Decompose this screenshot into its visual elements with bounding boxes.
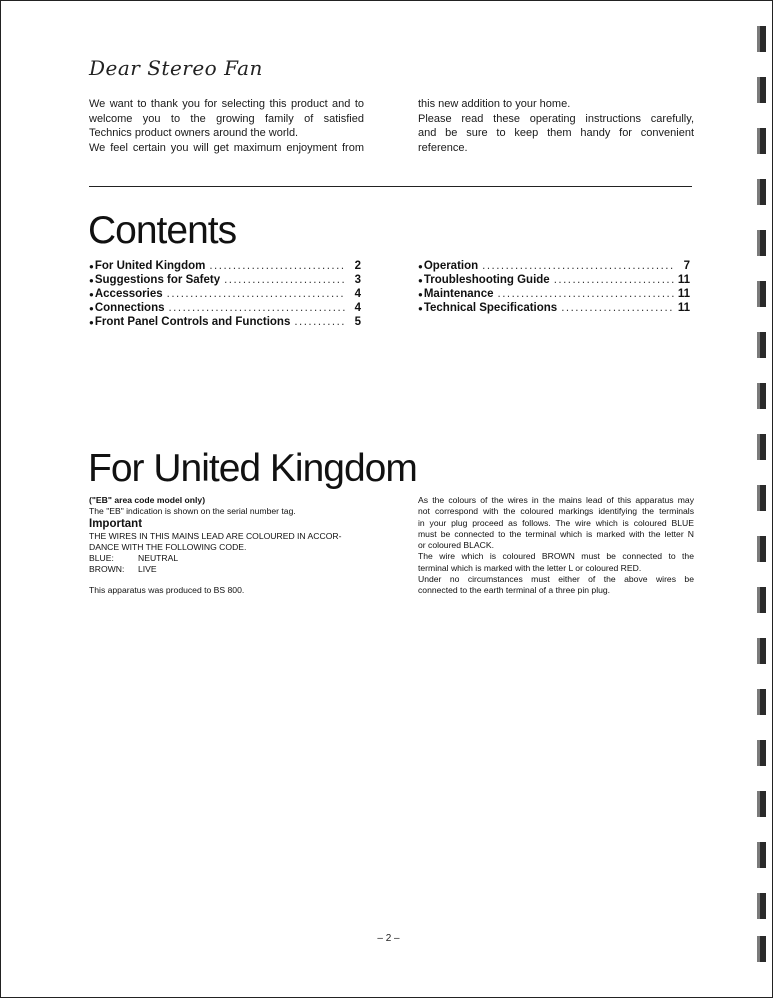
intro-line: this new addition to your home. xyxy=(418,98,571,110)
toc-label: Suggestions for Safety xyxy=(94,274,221,286)
toc-page: 7 xyxy=(683,260,690,272)
toc-label: Operation xyxy=(423,260,479,272)
wiring-instruction-line: terminal which is marked with the letter L or coloured RED. xyxy=(418,562,642,573)
wire-code-value: NEUTRAL xyxy=(138,553,179,564)
toc-page: 11 xyxy=(677,274,690,286)
wire-code-row xyxy=(89,553,364,564)
toc-leader xyxy=(224,273,345,287)
uk-left-column xyxy=(89,495,364,596)
binding-edge-tabs xyxy=(752,26,766,966)
binding-tab xyxy=(757,230,766,256)
binding-tab xyxy=(757,893,766,919)
toc-entry[interactable] xyxy=(418,273,690,287)
toc-entry[interactable] xyxy=(89,315,361,329)
toc-label: Technical Specifications xyxy=(423,302,558,314)
intro-line: Technics product owners around the world. xyxy=(89,127,299,139)
binding-tab xyxy=(757,77,766,103)
wiring-instruction-line: must be connected to the terminal which is marked with the letter N xyxy=(418,528,694,539)
toc-label: For United Kingdom xyxy=(94,260,206,272)
intro-line: Please read these operating instructions carefully, xyxy=(418,112,694,125)
page-number: – 2 – xyxy=(377,933,400,944)
binding-tab xyxy=(757,383,766,409)
toc-page: 11 xyxy=(677,288,690,300)
wires-notice-line: DANCE WITH THE FOLLOWING CODE. xyxy=(89,541,247,552)
binding-tab xyxy=(757,536,766,562)
bullet-icon: ● xyxy=(418,290,423,299)
bullet-icon: ● xyxy=(89,304,94,313)
binding-tab xyxy=(757,179,766,205)
wire-code-row xyxy=(89,564,364,575)
toc-leader xyxy=(167,287,345,301)
toc-entry[interactable] xyxy=(89,287,361,301)
serial-tag-note: The "EB" indication is shown on the serial number tag. xyxy=(89,506,296,517)
toc-page: 4 xyxy=(354,288,361,300)
wiring-instruction-line: or coloured BLACK. xyxy=(418,540,494,551)
bullet-icon: ● xyxy=(89,276,94,285)
intro-line: We want to thank you for selecting this product and to xyxy=(89,98,364,110)
bullet-icon: ● xyxy=(418,276,423,285)
wiring-instruction-line: in your plug proceed as follows. The wire which is coloured BLUE xyxy=(418,517,694,528)
toc-label: Maintenance xyxy=(423,288,494,300)
toc-leader xyxy=(294,315,345,329)
toc-leader xyxy=(168,301,345,315)
intro-right-column xyxy=(418,97,694,155)
toc-entry[interactable] xyxy=(89,301,361,315)
wiring-instruction-line: The wire which is coloured BROWN must be connected to the xyxy=(418,551,694,562)
wiring-instruction-line: not correspond with the coloured markings identifying the terminals xyxy=(418,506,694,517)
contents-list-left xyxy=(89,259,361,329)
contents-list-right xyxy=(418,259,690,315)
binding-tab xyxy=(757,332,766,358)
binding-tab xyxy=(757,638,766,664)
toc-entry[interactable] xyxy=(89,273,361,287)
toc-page: 2 xyxy=(354,260,361,272)
intro-left-column xyxy=(89,97,364,155)
binding-tab xyxy=(757,26,766,52)
toc-leader xyxy=(482,259,674,273)
standard-note: This apparatus was produced to BS 800. xyxy=(89,584,245,595)
wire-code-key: BLUE: xyxy=(89,553,114,564)
binding-tab xyxy=(757,689,766,715)
binding-tab xyxy=(757,587,766,613)
toc-label: Connections xyxy=(94,302,165,314)
bullet-icon: ● xyxy=(89,290,94,299)
toc-page: 3 xyxy=(354,274,361,286)
toc-entry[interactable] xyxy=(418,259,690,273)
bullet-icon: ● xyxy=(89,318,94,327)
binding-tab xyxy=(757,740,766,766)
intro-line: and be sure to keep them handy for convenient xyxy=(418,127,694,139)
bullet-icon: ● xyxy=(418,304,423,313)
wires-notice-line: THE WIRES IN THIS MAINS LEAD ARE COLOURED IN ACCOR- xyxy=(89,530,342,541)
toc-leader xyxy=(561,301,674,315)
toc-entry[interactable] xyxy=(89,259,361,273)
greeting-heading: Dear Stereo Fan xyxy=(89,56,263,80)
binding-tab xyxy=(757,936,766,962)
toc-label: Troubleshooting Guide xyxy=(423,274,550,286)
bullet-icon: ● xyxy=(89,262,94,271)
wire-code-value: LIVE xyxy=(138,564,157,575)
area-code-note: ("EB" area code model only) xyxy=(89,495,206,505)
toc-page: 11 xyxy=(677,302,690,314)
toc-page: 4 xyxy=(354,302,361,314)
section-divider xyxy=(89,186,692,187)
toc-leader xyxy=(554,273,674,287)
binding-tab xyxy=(757,791,766,817)
bullet-icon: ● xyxy=(418,262,423,271)
binding-tab xyxy=(757,434,766,460)
intro-line: welcome you to the growing family of satisfied xyxy=(89,112,364,125)
contents-heading: Contents xyxy=(88,209,237,252)
binding-tab xyxy=(757,485,766,511)
wiring-instruction-line: As the colours of the wires in the mains lead of this apparatus may xyxy=(418,495,694,505)
toc-entry[interactable] xyxy=(418,287,690,301)
toc-leader xyxy=(498,287,674,301)
intro-line: We feel certain you will get maximum enjoyment from xyxy=(89,141,364,154)
binding-tab xyxy=(757,281,766,307)
toc-label: Front Panel Controls and Functions xyxy=(94,316,291,328)
toc-entry[interactable] xyxy=(418,301,690,315)
wiring-instruction-line: Under no circumstances must either of the above wires be xyxy=(418,574,694,585)
toc-leader xyxy=(209,259,345,273)
uk-right-column xyxy=(418,495,694,597)
binding-tab xyxy=(757,842,766,868)
uk-section-heading: For United Kingdom xyxy=(88,447,417,490)
intro-line: reference. xyxy=(418,141,468,154)
binding-tab xyxy=(757,128,766,154)
toc-page: 5 xyxy=(354,316,361,328)
toc-label: Accessories xyxy=(94,288,163,300)
wiring-instruction-line: connected to the earth terminal of a three pin plug. xyxy=(418,585,611,596)
important-heading: Important xyxy=(89,517,143,530)
wire-code-key: BROWN: xyxy=(89,564,125,575)
